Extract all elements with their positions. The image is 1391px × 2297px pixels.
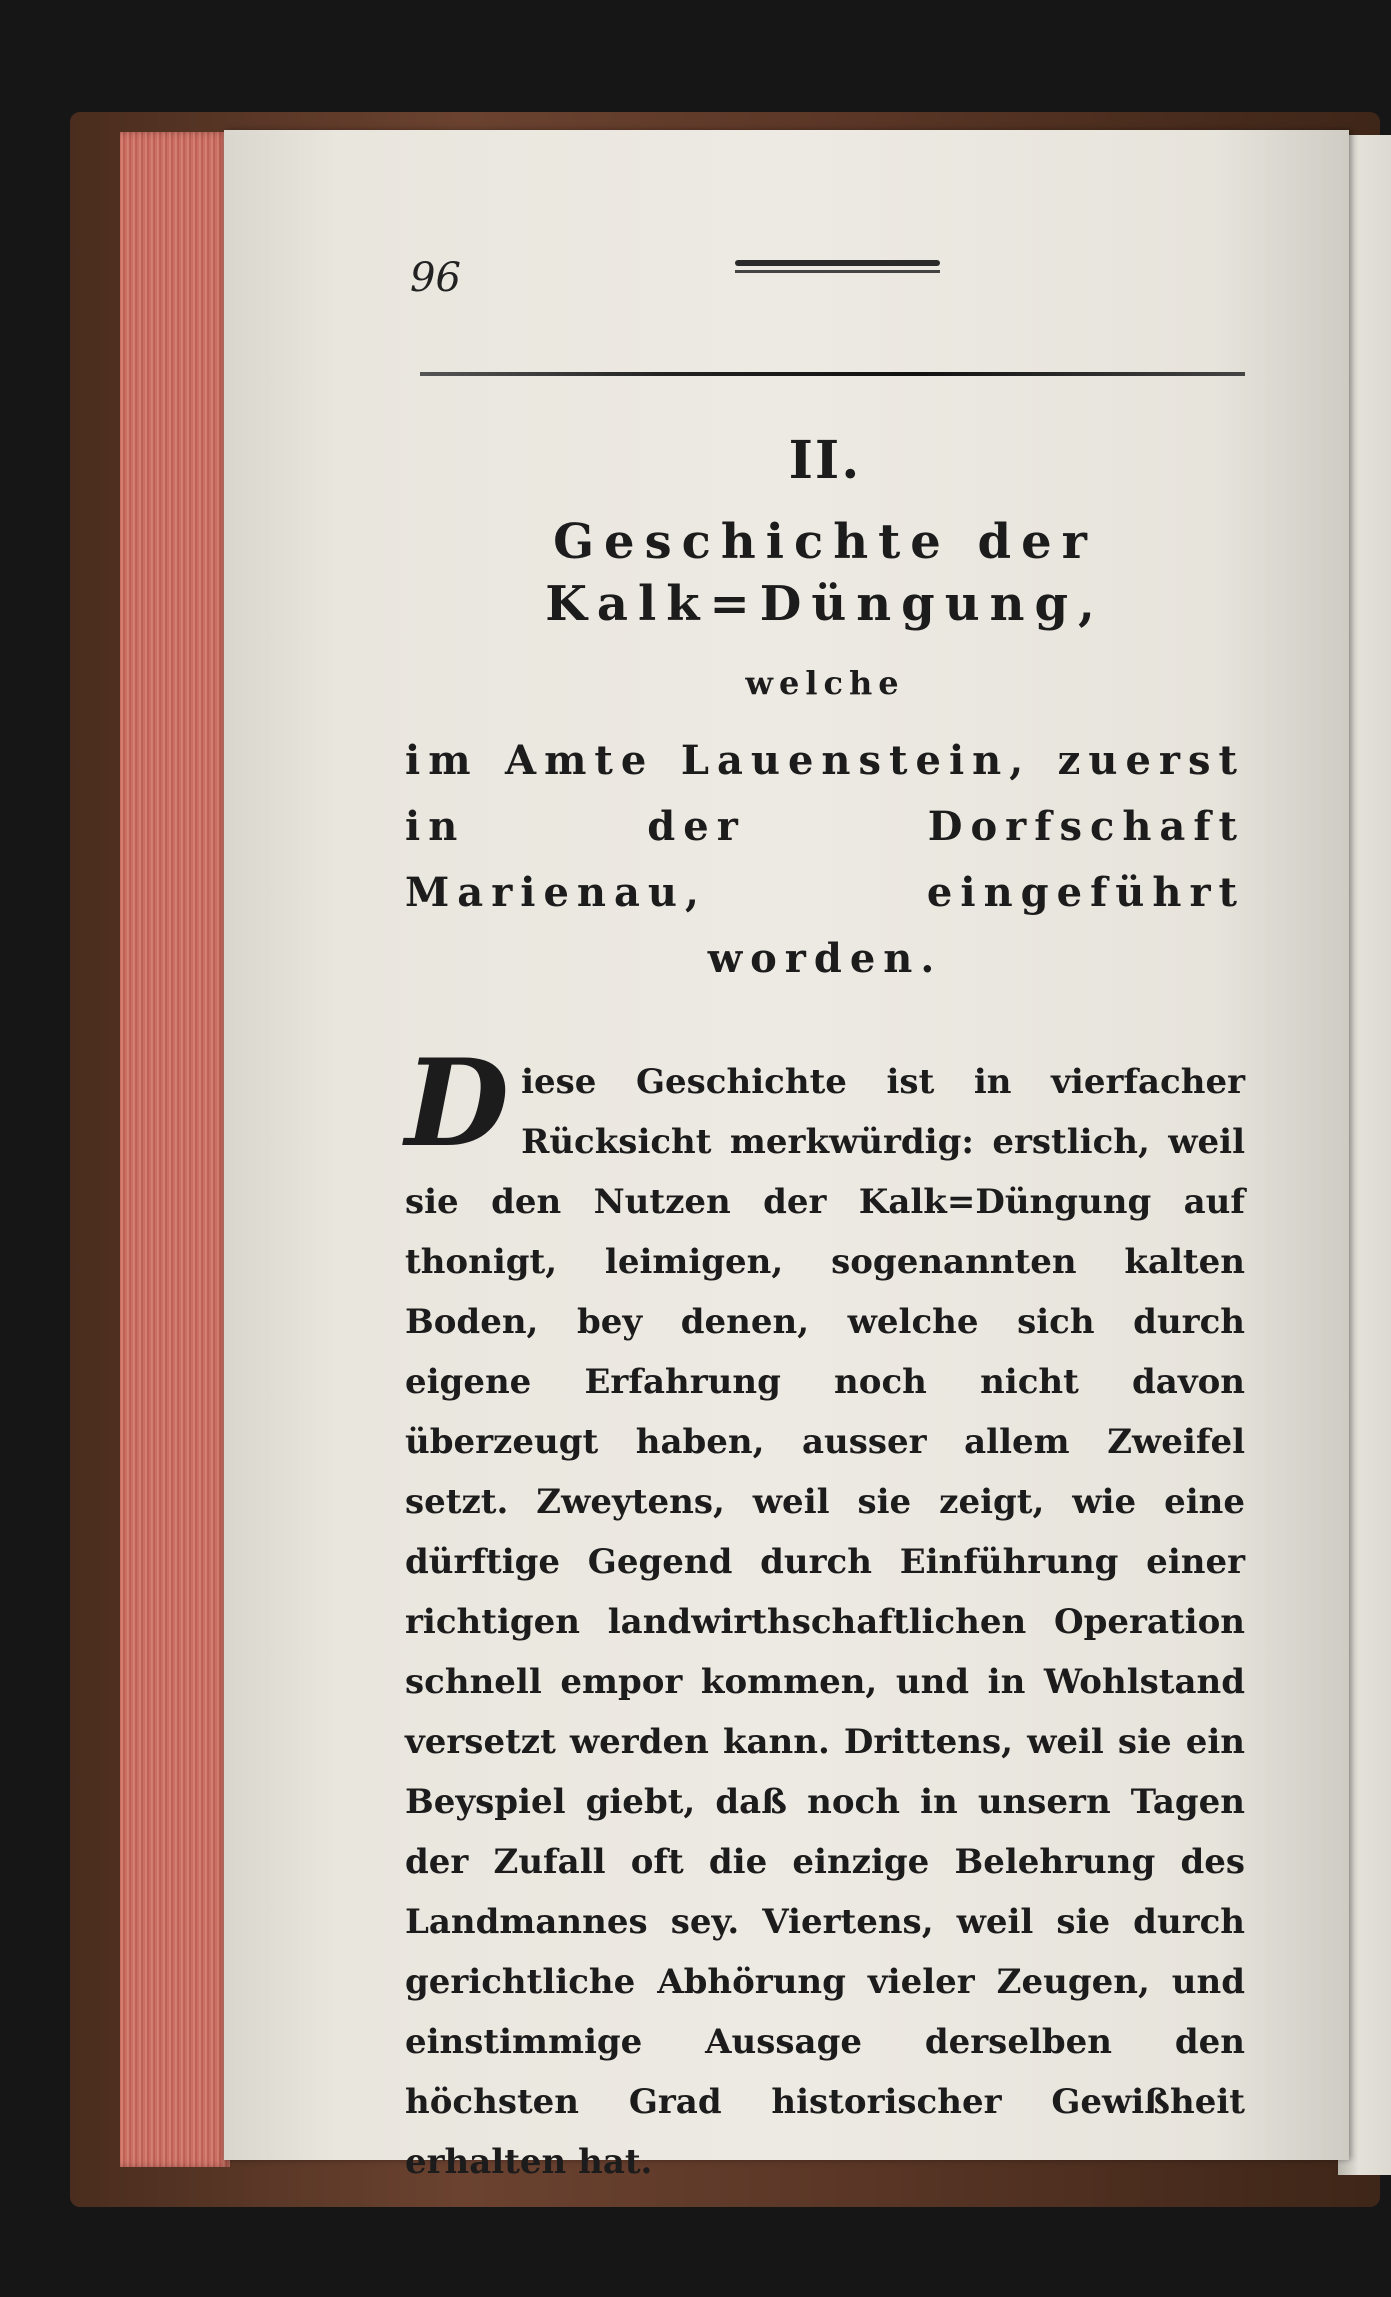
drop-cap: D bbox=[405, 1032, 510, 1174]
subtitle-connector: welche bbox=[745, 663, 905, 702]
section-rule bbox=[420, 372, 1245, 376]
chapter-subtitle: im Amte Lauenstein, zuerst in der Dorfschaft Marienau, eingeführt worden. bbox=[405, 736, 1245, 982]
header-ornament bbox=[735, 260, 940, 266]
page-edges bbox=[120, 132, 230, 2167]
section-numeral: II. bbox=[788, 430, 862, 491]
body-paragraph bbox=[405, 1032, 1245, 2192]
chapter-title: Geschichte der Kalk=Düngung, bbox=[545, 514, 1105, 633]
text-block bbox=[405, 430, 1245, 2192]
page-number: 96 bbox=[410, 255, 461, 301]
body-text: iese Geschichte ist in vierfacher Rücksicht merkwürdig: erstlich, weil sie den Nutzen der Kalk=Düngung auf thonigt, leimigen, sogenannten kalten Boden, bey denen, welche sich durch eigene Erfahrung noch nicht davon überzeugt haben, ausser allem Zweifel setzt. Zweytens, weil sie zeigt, wie eine dürftige Gegend durch Einführung einer richtigen landwirthschaftlichen Operation schnell empor kommen, und in Wohlstand versetzt werden kann. Drittens, weil sie ein Beyspiel giebt, daß noch in unsern Tagen der Zufall oft die einzige Belehrung des Landmannes sey. Viertens, weil sie durch gerichtliche Abhörung vieler Zeugen, und einstimmige Aussage derselben den höchsten Grad historischer Gewißheit erhalten hat. bbox=[405, 1061, 1245, 2182]
